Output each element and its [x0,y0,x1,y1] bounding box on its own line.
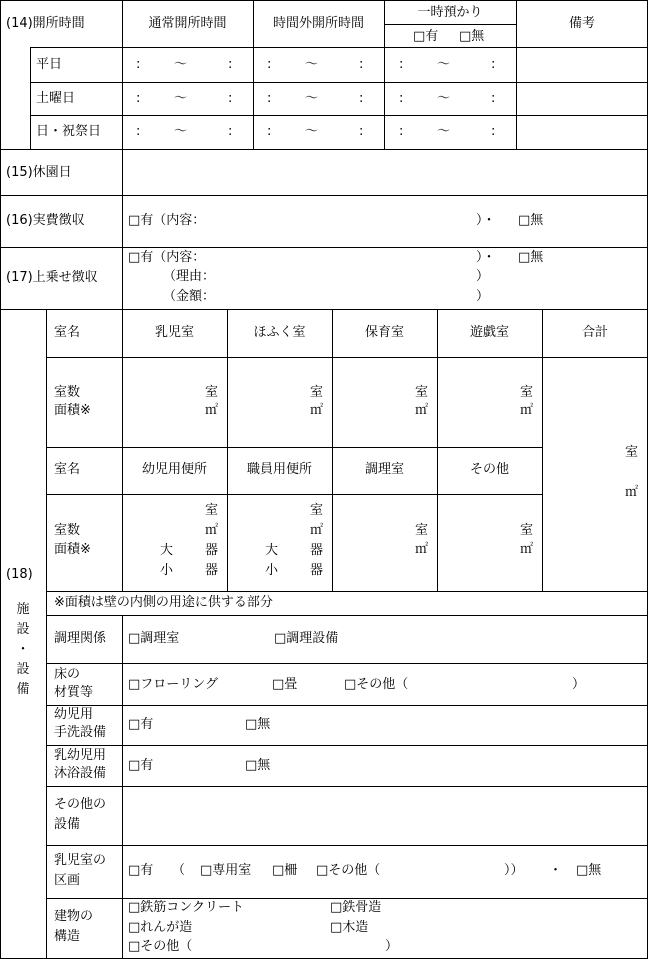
partition-fence-checkbox[interactable]: □柵 [272,863,298,878]
weekday-temp-end[interactable]: : [491,57,496,72]
sec18-label-char-2: 設 [16,622,30,637]
sec16-label: (16)実費徴収 [6,213,85,228]
cooking-label: 調理関係 [54,631,107,646]
other-room-unit[interactable]: 室 [520,523,534,538]
weekday-normal-end[interactable]: : [228,57,233,72]
saturday-normal-end[interactable]: : [228,91,233,106]
sec17-label: (17)上乗せ徴収 [6,270,98,285]
holiday-extra-start[interactable]: : [267,124,272,139]
saturday-normal-tilde: 〜 [174,91,188,106]
room-other: その他 [469,462,509,477]
cooking-room-checkbox[interactable]: □調理室 [128,631,180,646]
structure-steel-checkbox[interactable]: □鉄骨造 [330,900,382,915]
holiday-temp-end[interactable]: : [491,124,496,139]
sec17-reason: （理由： [163,269,216,284]
structure-wood-checkbox[interactable]: □木造 [330,920,369,935]
playroom-area-unit[interactable]: ㎡ [520,403,534,418]
holiday-temp-tilde: 〜 [437,124,451,139]
room-name-header-2: 室名 [54,462,81,477]
handwash-no-checkbox[interactable]: □無 [245,717,271,732]
floor-label-1: 床の [54,667,81,682]
bath-yes-checkbox[interactable]: □有 [128,758,154,773]
child-toilet-small-vessel[interactable]: 器 [205,563,219,578]
holiday-normal-end[interactable]: : [228,124,233,139]
sec17-no-checkbox[interactable]: □無 [518,250,544,265]
room-infant: 乳児室 [154,325,194,340]
partition-close: ）） [504,863,524,878]
room-name-header-1: 室名 [54,325,81,340]
row-weekday-label: 平日 [36,57,63,72]
room-child-toilet: 幼児用便所 [141,462,207,477]
saturday-extra-start[interactable]: : [267,91,272,106]
total-room-unit[interactable]: 室 [625,445,639,460]
staff-toilet-room-unit[interactable]: 室 [310,503,324,518]
row-saturday-label: 土曜日 [36,91,76,106]
partition-label-1: 乳児室の [54,853,107,868]
temp-yes-checkbox[interactable]: □有 [413,29,439,44]
handwash-label-2: 手洗設備 [54,725,107,740]
structure-other-checkbox[interactable]: □その他（ [128,939,193,954]
infant-area-unit[interactable]: ㎡ [205,403,219,418]
staff-toilet-area-unit[interactable]: ㎡ [310,523,324,538]
structure-brick-checkbox[interactable]: □れんが造 [128,920,193,935]
other-area-unit[interactable]: ㎡ [520,542,534,557]
infant-room-unit[interactable]: 室 [205,385,219,400]
saturday-temp-tilde: 〜 [437,91,451,106]
crawling-area-unit[interactable]: ㎡ [310,403,324,418]
room-total: 合計 [581,325,608,340]
holiday-extra-end[interactable]: : [359,124,364,139]
child-toilet-room-unit[interactable]: 室 [205,503,219,518]
saturday-extra-end[interactable]: : [359,91,364,106]
sec14-label: (14)開所時間 [6,16,85,31]
child-toilet-big-vessel[interactable]: 器 [205,543,219,558]
weekday-temp-start[interactable]: : [399,57,404,72]
sec17-amount: （金額： [163,289,216,304]
sec18-label-char-1: 施 [16,602,30,617]
sec16-yes-checkbox[interactable]: □有（内容： [128,213,206,228]
kitchen-area-unit[interactable]: ㎡ [415,542,429,557]
col-normal-hours: 通常開所時間 [148,16,227,31]
other-equipment-label-1: その他の [54,797,107,812]
holiday-normal-tilde: 〜 [174,124,188,139]
sec16-close: ）・ [476,213,496,228]
temp-no-checkbox[interactable]: □無 [459,29,485,44]
cooking-equipment-checkbox[interactable]: □調理設備 [274,631,339,646]
holiday-normal-start[interactable]: : [136,124,141,139]
sec17-yes-checkbox[interactable]: □有（内容： [128,250,206,265]
crawling-room-unit[interactable]: 室 [310,385,324,400]
sec15-label: (15)休園日 [6,165,72,180]
col-note: 備考 [568,16,595,31]
floor-flooring-checkbox[interactable]: □フローリング [128,677,219,692]
child-toilet-small: 小 [160,563,174,578]
sec16-no-checkbox[interactable]: □無 [518,213,544,228]
structure-label-2: 構造 [54,929,81,944]
partition-open: （ [172,863,186,878]
nursery-room-unit[interactable]: 室 [415,385,429,400]
child-toilet-area-unit[interactable]: ㎡ [205,523,219,538]
weekday-extra-tilde: 〜 [305,57,319,72]
sec18-label-char-4: 設 [16,662,30,677]
sec18-label-char-5: 備 [16,682,30,697]
handwash-label-1: 幼児用 [54,707,94,722]
row-holiday-label: 日・祝祭日 [36,124,102,139]
staff-toilet-small-vessel[interactable]: 器 [310,563,324,578]
handwash-yes-checkbox[interactable]: □有 [128,717,154,732]
partition-dot: ・ [549,863,563,878]
sec15-input[interactable] [123,150,647,195]
sec17-amount-close: ） [476,289,490,304]
partition-label-2: 区画 [54,873,81,888]
partition-yes-checkbox[interactable]: □有 [128,863,154,878]
staff-toilet-big: 大 [265,543,279,558]
bath-label-2: 沐浴設備 [54,766,107,781]
other-equipment-label-2: 設備 [54,817,81,832]
staff-toilet-big-vessel[interactable]: 器 [310,543,324,558]
partition-other-checkbox[interactable]: □その他（ [316,863,381,878]
floor-tatami-checkbox[interactable]: □畳 [272,677,298,692]
floor-other-checkbox[interactable]: □その他（ [344,677,409,692]
bath-no-checkbox[interactable]: □無 [245,758,271,773]
area-label-1: 面積※ [54,403,91,418]
sec18-label-num: (18) [6,567,33,582]
saturday-normal-start[interactable]: : [136,91,141,106]
area-note: ※面積は壁の内側の用途に供する部分 [54,595,273,610]
playroom-room-unit[interactable]: 室 [520,385,534,400]
weekday-extra-end[interactable]: : [359,57,364,72]
structure-rc-checkbox[interactable]: □鉄筋コンクリート [128,900,245,915]
col-temp-care: 一時預かり [417,5,483,20]
structure-label-1: 建物の [54,909,94,924]
bath-label-1: 乳幼児用 [54,748,107,763]
room-nursery: 保育室 [364,325,404,340]
saturday-extra-tilde: 〜 [305,91,319,106]
weekday-normal-start[interactable]: : [136,57,141,72]
sec17-reason-close: ） [476,269,490,284]
room-kitchen: 調理室 [364,462,404,477]
floor-label-2: 材質等 [54,685,94,700]
sec17-close-dot: ）・ [476,250,496,265]
holiday-temp-start[interactable]: : [399,124,404,139]
room-staff-toilet: 職員用便所 [246,462,312,477]
partition-dedicated-checkbox[interactable]: □専用室 [200,863,252,878]
weekday-extra-start[interactable]: : [267,57,272,72]
room-crawling: ほふく室 [253,325,306,340]
nursery-area-unit[interactable]: ㎡ [415,403,429,418]
weekday-normal-tilde: 〜 [174,57,188,72]
other-equipment-input[interactable] [123,787,647,845]
holiday-extra-tilde: 〜 [305,124,319,139]
saturday-temp-end[interactable]: : [491,91,496,106]
room-playroom: 遊戯室 [469,325,509,340]
weekday-temp-tilde: 〜 [437,57,451,72]
floor-other-close: ） [572,677,586,692]
area-label-2: 面積※ [54,542,91,557]
count-label-1: 室数 [54,385,81,400]
saturday-temp-start[interactable]: : [399,91,404,106]
col-extra-hours: 時間外開所時間 [272,16,364,31]
count-label-2: 室数 [54,523,81,538]
kitchen-room-unit[interactable]: 室 [415,523,429,538]
child-toilet-big: 大 [160,543,174,558]
structure-other-close: ） [385,939,399,954]
sec18-label-char-3: ・ [16,642,30,657]
staff-toilet-small: 小 [265,563,279,578]
total-area-unit[interactable]: ㎡ [625,485,639,500]
partition-no-checkbox[interactable]: □無 [576,863,602,878]
